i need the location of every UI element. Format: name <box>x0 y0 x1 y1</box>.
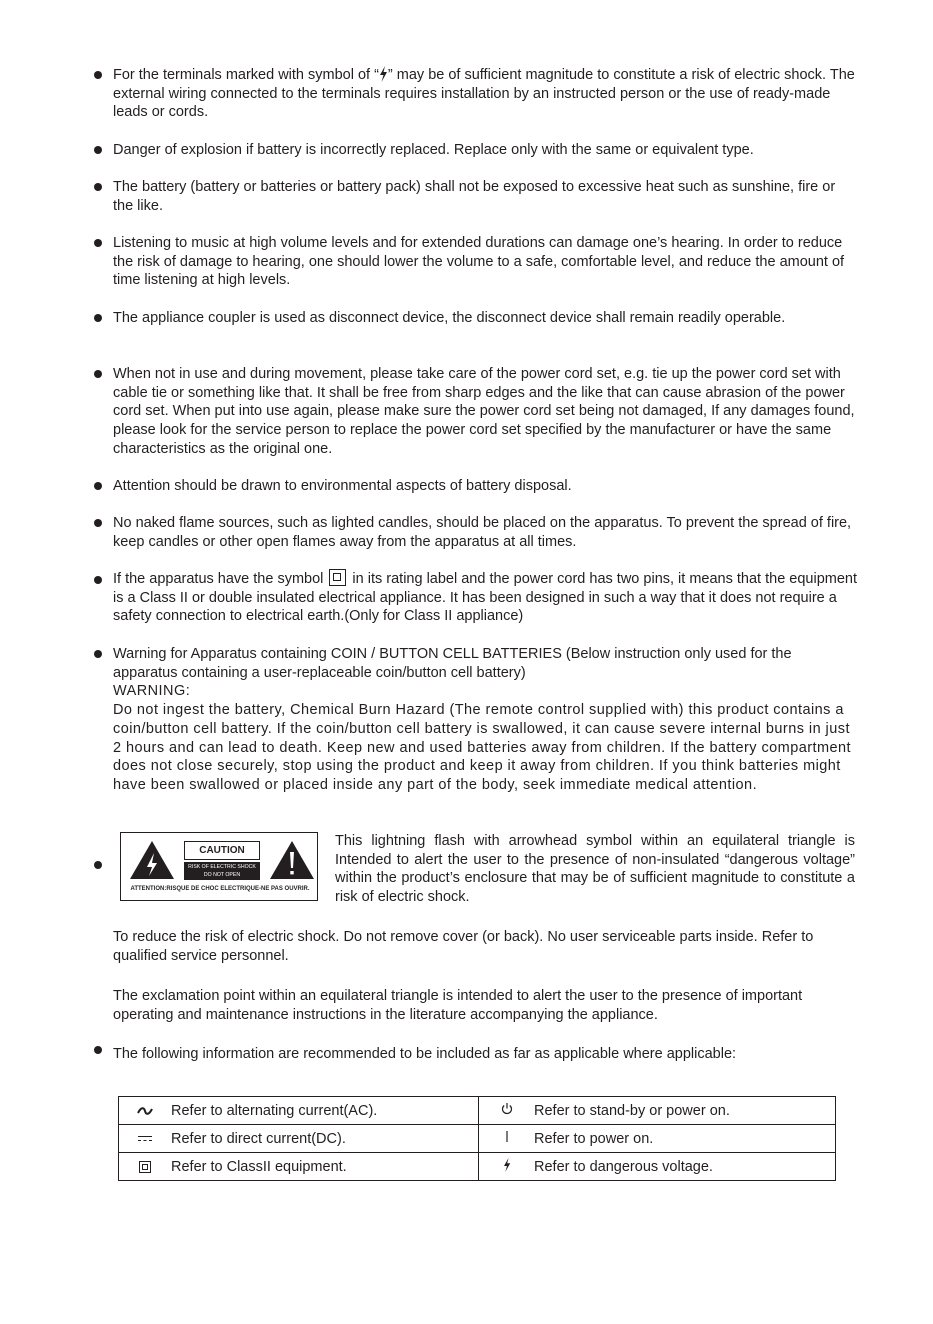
item-text-start: If the apparatus have the symbol <box>113 571 328 587</box>
hearing-item <box>113 234 858 290</box>
table-cell: Refer to dangerous voltage. <box>534 1153 836 1181</box>
table-cell: Refer to alternating current(AC). <box>171 1097 479 1125</box>
bullet-icon <box>94 861 102 869</box>
naked-flame-item <box>113 514 858 551</box>
table-cell: Refer to stand-by or power on. <box>534 1097 836 1125</box>
ac-icon <box>119 1097 172 1125</box>
item-text: When not in use and during movement, please take care of the power cord set, e.g. tie up the power cord set with cable tie or something like that. It shall be free from sharp edges and the like that can cause abrasion of the power cord set. When put into use again, please make sure the power cord set being not damaged, If any damages found, please look for the service person to replace the power cord set specified by the manufacturer or have the same characteristics as the original one. <box>113 366 855 457</box>
class-ii-icon-cell <box>119 1153 172 1181</box>
class-ii-item <box>113 569 858 626</box>
info-item <box>113 1045 858 1064</box>
battery-disposal-item <box>113 477 858 496</box>
lightning-icon <box>379 66 388 82</box>
battery-explosion-item <box>113 141 858 160</box>
dc-icon <box>138 1135 152 1143</box>
bullet-icon <box>94 650 102 658</box>
table-row <box>119 1153 836 1181</box>
terminal-symbol-item <box>113 66 858 122</box>
power-cord-item <box>113 365 858 459</box>
warning-heading: WARNING: <box>113 683 191 700</box>
table-cell: Refer to direct current(DC). <box>171 1125 479 1153</box>
bullet-icon <box>94 314 102 322</box>
battery-heat-item <box>113 178 858 215</box>
coin-battery-item <box>113 645 858 795</box>
exclamation-triangle-icon <box>269 840 315 880</box>
bullet-icon <box>94 482 102 490</box>
bullet-icon <box>94 1046 102 1054</box>
item-text: The following information are recommended to be included as far as applicable where applicable: <box>113 1046 737 1062</box>
item-text-end: in its rating label and the power cord has two pins, it means that the equipment is a Class II or double insulated electrical appliance. It has been designed in such a way that it does not require a safety connection to electrical earth.(Only for Class II appliance) <box>113 571 858 625</box>
dc-icon-cell <box>119 1125 172 1153</box>
item-text-end: ” may be of sufficient magnitude to constitute a risk of electric shock. The external wiring connected to the terminals requires installation by an instructed person or the use of ready-made leads or cords. <box>113 67 855 121</box>
class-ii-icon <box>139 1161 151 1173</box>
coupler-item <box>113 309 858 328</box>
item-text: Danger of explosion if battery is incorrectly replaced. Replace only with the same or equivalent type. <box>113 142 754 158</box>
table-cell: Refer to ClassII equipment. <box>171 1153 479 1181</box>
item-text: Attention should be drawn to environmental aspects of battery disposal. <box>113 478 572 494</box>
lightning-explanation: This lightning flash with arrowhead symbol within an equilateral triangle is Intended to alert the user to the presence of non-insulated “dangerous voltage” within the product’s enclosure that may be of sufficient magnitude to constitute a risk of electric shock. <box>335 833 855 906</box>
item-text-start: For the terminals marked with symbol of “ <box>113 67 379 83</box>
class-ii-icon <box>329 569 346 586</box>
item-text: The battery (battery or batteries or battery pack) shall not be exposed to excessive heat such as sunshine, fire or the like. <box>113 179 836 214</box>
power-on-icon <box>479 1125 535 1153</box>
bullet-icon <box>94 71 102 79</box>
caution-band <box>184 862 260 880</box>
bullet-icon <box>94 183 102 191</box>
coin-battery-intro: Warning for Apparatus containing COIN / BUTTON CELL BATTERIES (Below instruction only used for the apparatus containing a user-replaceable coin/button cell battery) <box>113 646 792 681</box>
table-row <box>119 1125 836 1153</box>
bullet-icon <box>94 239 102 247</box>
caution-footer: ATTENTION:RISQUE DE CHOC ELECTRIQUE-NE PAS OUVRIR. <box>130 886 310 892</box>
bullet-icon <box>94 370 102 378</box>
bullet-icon <box>94 146 102 154</box>
caution-label <box>120 832 318 901</box>
standby-icon <box>479 1097 535 1125</box>
bullet-icon <box>94 576 102 584</box>
caution-band-line: DO NOT OPEN <box>203 872 241 878</box>
item-text: The appliance coupler is used as disconnect device, the disconnect device shall remain readily operable. <box>113 310 786 326</box>
table-row <box>119 1097 836 1125</box>
bullet-icon <box>94 519 102 527</box>
table-cell: Refer to power on. <box>534 1125 836 1153</box>
lightning-triangle-icon <box>129 840 175 880</box>
symbols-table <box>118 1096 836 1181</box>
warning-body: Do not ingest the battery, Chemical Burn Hazard (The remote control supplied with) this product contains a coin/button cell battery. If the coin/button cell battery is swallowed, it can cause severe internal burns in just 2 hours and can lead to death. Keep new and used batteries away from children. If the battery compartment does not close securely, stop using the product and keep it away from children. If you think batteries might have been swallowed or placed inside any part of the body, seek immediate medical attention. <box>113 702 852 793</box>
exclamation-text: The exclamation point within an equilateral triangle is intended to alert the user to the presence of important operating and maintenance instructions in the literature accompanying the appliance. <box>113 988 803 1023</box>
caution-section <box>113 832 853 907</box>
caution-band-line: RISK OF ELECTRIC SHOCK <box>188 864 256 870</box>
lightning-icon <box>479 1153 535 1181</box>
shock-text: To reduce the risk of electric shock. Do not remove cover (or back). No user serviceable parts inside. Refer to qualified service personnel. <box>113 929 814 964</box>
item-text: Listening to music at high volume levels and for extended durations can damage one’s hearing. In order to reduce the risk of damage to hearing, one should lower the volume to a safe, comfortable level, and reduce the amount of time listening at high levels. <box>113 235 845 289</box>
caution-title: CAUTION <box>184 841 260 860</box>
item-text: No naked flame sources, such as lighted candles, should be placed on the apparatus. To prevent the spread of fire, keep candles or other open flames away from the apparatus at all times. <box>113 515 852 550</box>
shock-paragraph <box>113 928 858 965</box>
exclamation-paragraph <box>113 987 858 1024</box>
